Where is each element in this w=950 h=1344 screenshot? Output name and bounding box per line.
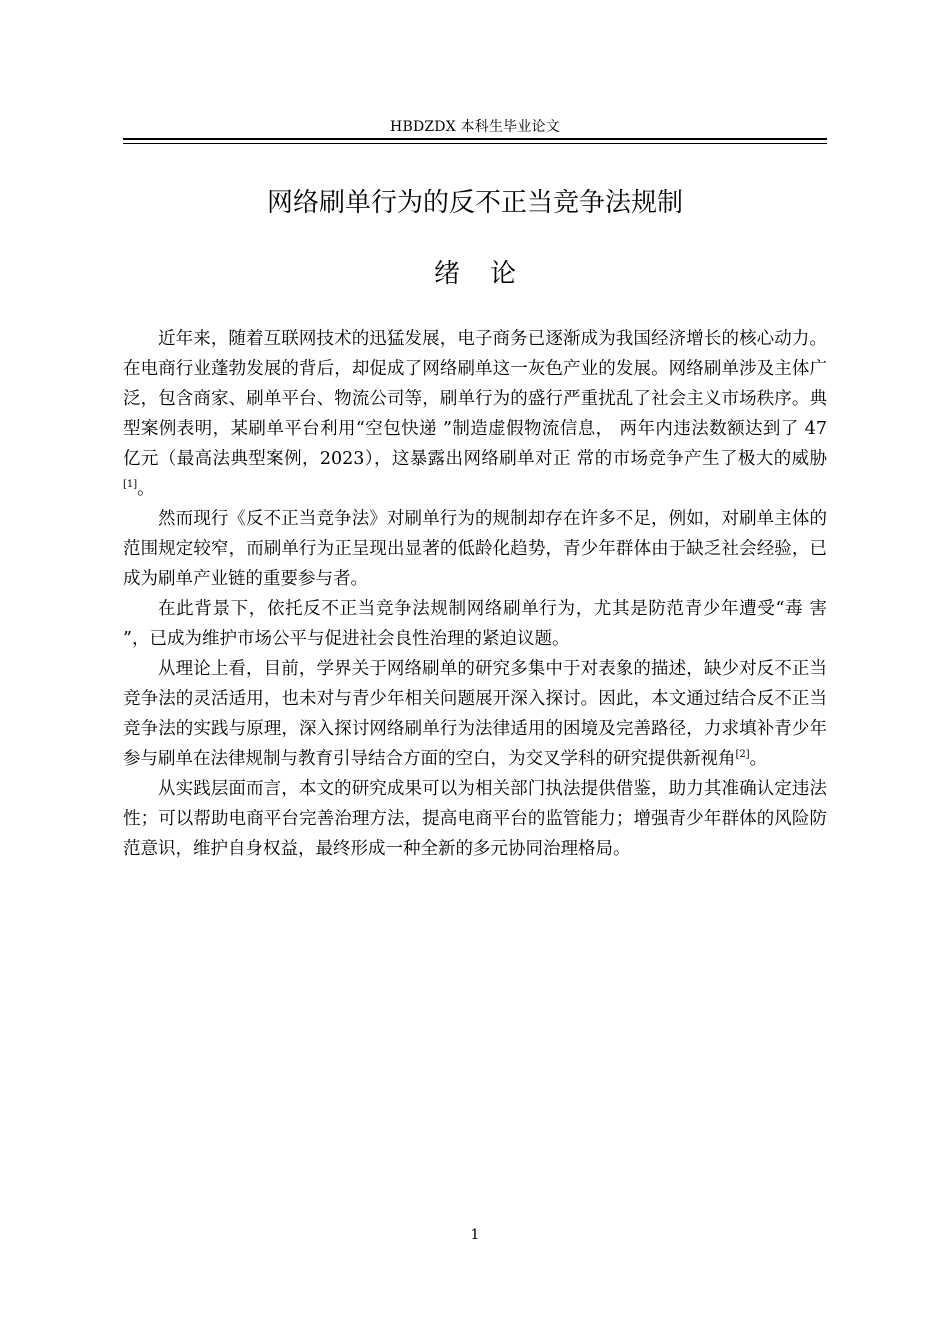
body-text	[123, 324, 827, 864]
header-rule-thin	[123, 143, 827, 144]
paper-title: 网络刷单行为的反不正当竞争法规制	[266, 188, 683, 218]
paragraph-4-end: 。	[749, 749, 768, 769]
running-header: HBDZDX 本科生毕业论文	[390, 119, 560, 135]
section-heading: 绪论	[433, 259, 546, 289]
page-number: 1	[470, 1227, 480, 1243]
paragraph-4-text: 从理论上看，目前，学界关于网络刷单的研究多集中于对表象的描述，缺少对反不正当竞争法的灵活适用，也未对与青少年相关问题展开深入探讨。因此，本文通过结合反不正当竞争法的实践与原理，深入探讨网络刷单行为法律适用的困境及完善路径，力求填补青少年参与刷单在法律规制与教育引导结合方面的空白，为交叉学科的研究提供新视角	[123, 659, 827, 769]
paragraph-1-end: 。	[137, 479, 155, 499]
paragraph-3	[123, 594, 827, 654]
paragraph-3-text: 在此背景下，依托反不正当竞争法规制网络刷单行为，尤其是防范青少年遭受“毒 害 ”，已成为维护市场公平与促进社会良性治理的紧迫议题。	[123, 599, 827, 649]
paragraph-2	[123, 504, 827, 594]
paragraph-5	[123, 774, 827, 864]
paragraph-4	[123, 654, 827, 774]
citation-1: [1]	[123, 479, 138, 490]
citation-2: [2]	[735, 749, 750, 760]
paragraph-1	[123, 324, 827, 504]
header-rule-thick	[123, 138, 827, 140]
paragraph-5-text: 从实践层面而言，本文的研究成果可以为相关部门执法提供借鉴，助力其准确认定违法性；可以帮助电商平台完善治理方法，提高电商平台的监管能力；增强青少年群体的风险防范意识，维护自身权益，最终形成一种全新的多元协同治理格局。	[123, 779, 827, 859]
paragraph-2-text: 然而现行《反不正当竞争法》对刷单行为的规制却存在许多不足，例如，对刷单主体的范围规定较窄，而刷单行为正呈现出显著的低龄化趋势，青少年群体由于缺乏社会经验，已成为刷单产业链的重要参与者。	[123, 509, 827, 589]
paragraph-1-text: 近年来，随着互联网技术的迅猛发展，电子商务已逐渐成为我国经济增长的核心动力。在电商行业蓬勃发展的背后，却促成了网络刷单这一灰色产业的发展。网络刷单涉及主体广泛，包含商家、刷单平台、物流公司等，刷单行为的盛行严重扰乱了社会主义市场秩序。典型案例表明，某刷单平台利用“空包快递 ”制造虚假物流信息， 两年内违法数额达到了 47 亿元（最高法典型案例，2023），这暴露出网络刷单对正 常的市场竞争产生了极大的威胁	[123, 329, 827, 469]
